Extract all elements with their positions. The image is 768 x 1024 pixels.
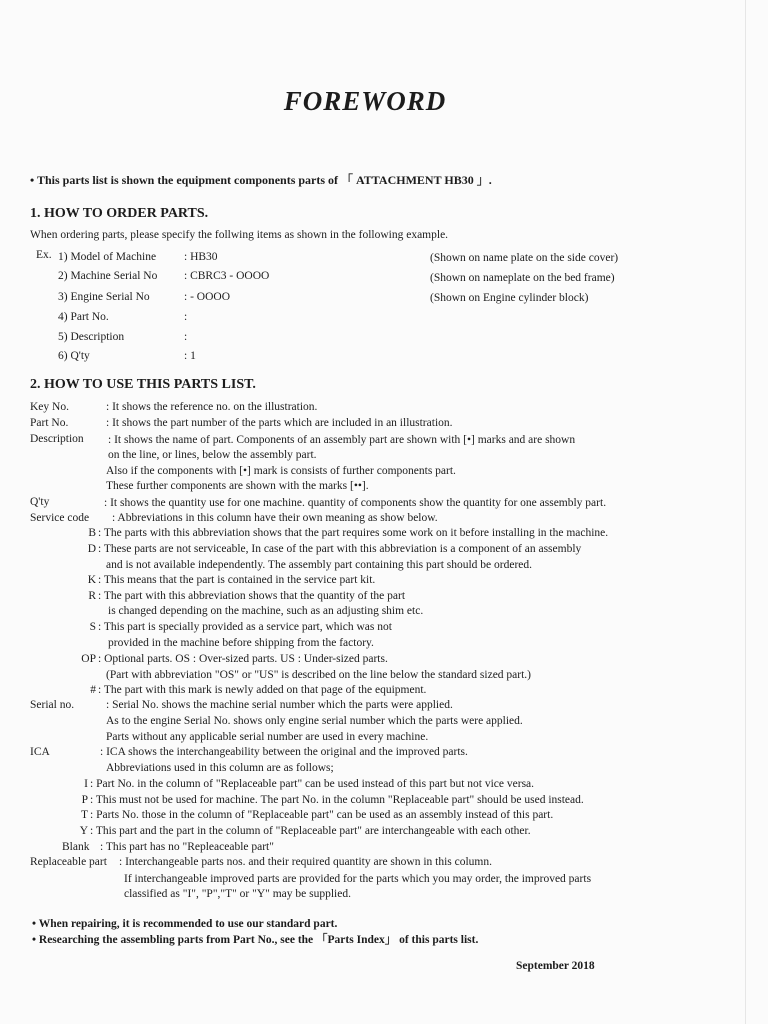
legend-text: : This part and the part in the column of "Replaceable part" are interchangeable with each other. (90, 825, 531, 837)
legend-text: classified as "I", "P","T" or "Y" may be supplied. (124, 888, 351, 900)
legend-text: : These parts are not serviceable, In case of the part with this abbreviation is a component of an assembly (98, 543, 582, 555)
order-item-value: : CBRC3 - OOOO (184, 270, 270, 282)
legend-label: Part No. (30, 417, 69, 429)
code-letter: P (81, 794, 88, 806)
legend-text: provided in the machine before shipping from the factory. (108, 637, 374, 649)
order-item-label: 4) Part No. (58, 311, 109, 323)
legend-text: Also if the components with [•] mark is consists of further components part. (106, 465, 456, 477)
legend-text: (Part with abbreviation "OS" or "US" is described on the line below the standard sized part.) (106, 669, 532, 681)
code-letter: R (88, 590, 96, 602)
order-item-label: 5) Description (58, 331, 125, 343)
order-item-value: : (184, 311, 188, 323)
legend-text: Parts without any applicable serial number are used in every machine. (106, 731, 429, 743)
code-letter: I (84, 778, 88, 790)
legend-text: : This part has no "Repleaceable part" (100, 841, 274, 853)
legend-text: : The part with this abbreviation shows that the quantity of the part (98, 590, 406, 602)
note-parts-index: • Researching the assembling parts from Part No., see the 「Parts Index」 of this parts list. (32, 934, 479, 946)
order-item-note: (Shown on nameplate on the bed frame) (430, 272, 615, 284)
legend-text: : This means that the part is contained in the service part kit. (98, 574, 376, 586)
section2-heading: 2. HOW TO USE THIS PARTS LIST. (30, 377, 256, 392)
intro-statement: • This parts list is shown the equipment components parts of 「 ATTACHMENT HB30 」. (30, 173, 492, 187)
code-letter: OP (81, 653, 96, 665)
legend-text: : It shows the part number of the parts which are included in an illustration. (106, 417, 453, 429)
legend-text: : Serial No. shows the machine serial number which the parts were applied. (106, 699, 453, 711)
legend-label: Key No. (30, 401, 69, 413)
code-letter: B (88, 527, 96, 539)
section1-text: When ordering parts, please specify the follwing items as shown in the following example. (30, 229, 449, 241)
order-item-value: : (184, 331, 188, 343)
legend-text: Abbreviations used in this column are as follows; (106, 762, 334, 774)
code-letter: Blank (62, 841, 90, 853)
legend-text: : It shows the reference no. on the illustration. (106, 401, 318, 413)
legend-text: : Interchangeable parts nos. and their required quantity are shown in this column. (119, 856, 493, 868)
code-letter: D (87, 543, 96, 555)
legend-text: As to the engine Serial No. shows only engine serial number which the parts were applied. (106, 715, 523, 727)
legend-text: These further components are shown with the marks [••]. (106, 480, 369, 492)
order-item-label: 3) Engine Serial No (58, 291, 150, 303)
code-letter: K (87, 574, 96, 586)
legend-label: ICA (30, 746, 50, 758)
order-item-note: (Shown on name plate on the side cover) (430, 252, 619, 264)
code-letter: Y (79, 825, 88, 837)
code-letter: T (80, 809, 88, 821)
order-item-label: 6) Q'ty (58, 350, 90, 362)
example-label: Ex. (36, 249, 52, 261)
page-edge (745, 0, 746, 1024)
note-standard-part: • When repairing, it is recommended to use our standard part. (32, 918, 338, 930)
legend-text: is changed depending on the machine, such as an adjusting shim etc. (108, 605, 424, 617)
order-item-label: 2) Machine Serial No (58, 270, 158, 282)
legend-label: Q'ty (30, 496, 50, 508)
order-item-note: (Shown on Engine cylinder block) (430, 292, 589, 304)
publication-date: September 2018 (516, 960, 595, 972)
order-item-value: : HB30 (184, 251, 218, 263)
page-title: FOREWORD (283, 86, 447, 116)
legend-text: : Part No. in the column of "Replaceable part" can be used instead of this part but not vice versa. (90, 778, 535, 790)
order-item-label: 1) Model of Machine (58, 251, 157, 263)
legend-text: : It shows the name of part. Components of an assembly part are shown with [•] marks and are shown (108, 434, 576, 446)
legend-text: : ICA shows the interchangeability between the original and the improved parts. (100, 746, 468, 758)
legend-label: Serial no. (30, 699, 75, 711)
legend-text: If interchangeable improved parts are provided for the parts which you may order, the improved parts (124, 873, 592, 885)
order-item-value: : - OOOO (184, 291, 230, 303)
legend-text: : The part with this mark is newly added on that page of the equipment. (98, 684, 427, 696)
legend-text: : Optional parts. OS : Over-sized parts. US : Under-sized parts. (98, 653, 388, 665)
legend-text: on the line, or lines, below the assembly part. (108, 449, 317, 461)
legend-text: : It shows the quantity use for one machine. quantity of components show the quantity for one assembly part. (104, 497, 607, 509)
legend-text: : This must not be used for machine. The part No. in the column "Replaceable part" should be used instead. (90, 794, 584, 806)
legend-text: : Abbreviations in this column have their own meaning as show below. (112, 512, 438, 524)
code-letter: S (89, 621, 96, 633)
section1-heading: 1. HOW TO ORDER PARTS. (30, 206, 209, 221)
legend-text: : This part is specially provided as a service part, which was not (98, 621, 392, 633)
legend-text: and is not available independently. The assembly part containing this part should be ordered. (106, 559, 533, 571)
legend-text: : The parts with this abbreviation shows that the part requires some work on it before installing in the machine. (98, 527, 609, 539)
legend-label: Replaceable part (30, 856, 107, 868)
legend-label: Service code (30, 512, 90, 524)
legend-text: : Parts No. those in the column of "Replaceable part" can be used as an assembly instead of this part. (90, 809, 554, 821)
order-item-value: : 1 (184, 350, 196, 362)
code-letter: # (90, 684, 96, 696)
legend-label: Description (30, 433, 84, 445)
